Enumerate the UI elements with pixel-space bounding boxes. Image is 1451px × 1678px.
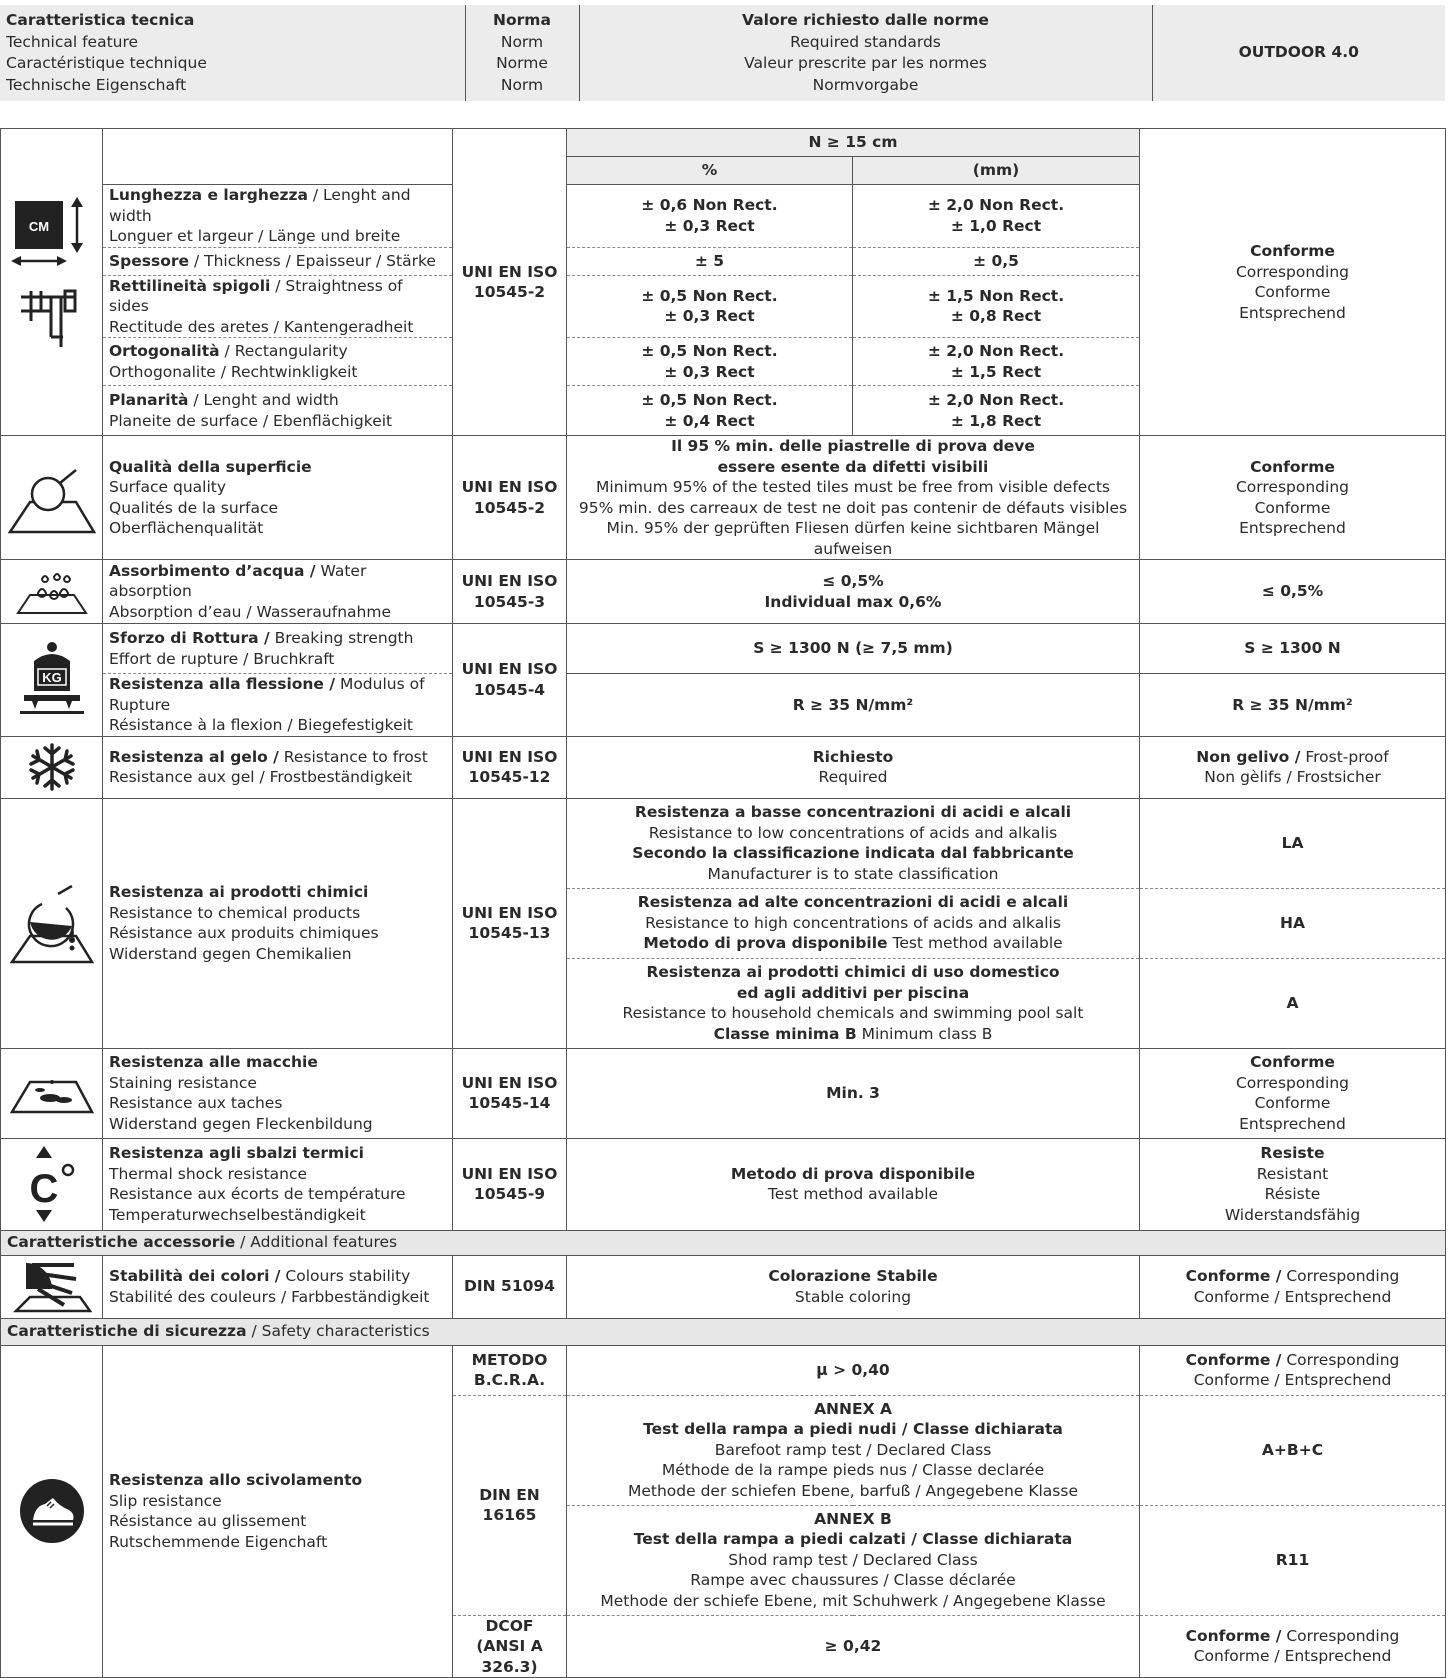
colour-stability-label: Stabilità dei colori / Colours stability Stabilité des couleurs / Farbbeständigkeit <box>103 1255 453 1318</box>
chemical-label: Resistenza ai prodotti chimici Resistance to chemical products Résistance aux produits chimiques Widerstand gegen Chemikalien <box>103 798 453 1048</box>
frost-required: Richiesto Required <box>567 736 1140 798</box>
header-table <box>0 5 1445 101</box>
chemical-high-required: Resistenza ad alte concentrazioni di acidi e alcali Resistance to high concentrations of acids and alkalis Metodo di prova disponibile Test method available <box>567 888 1140 958</box>
flatness-pct: ± 0,5 Non Rect. ± 0,4 Rect <box>567 386 853 436</box>
shoe-icon <box>1 1345 103 1678</box>
breaking-strength-required: S ≥ 1300 N (≥ 7,5 mm) <box>567 624 1140 674</box>
chemical-low-required: Resistenza a basse concentrazioni di acidi e alcali Resistance to low concentrations of acids and alkalis Secondo la classificazione indicata dal fabbricante Manufacturer is to state classification <box>567 798 1140 888</box>
thickness-mm: ± 0,5 <box>853 247 1140 275</box>
weight-kg-icon <box>1 624 103 737</box>
svg-text:CM: CM <box>28 219 49 234</box>
frost-norm: UNI EN ISO 10545-12 <box>453 736 567 798</box>
colour-stability-required: Colorazione Stabile Stable coloring <box>567 1255 1140 1318</box>
header-norm-de: Norm <box>500 75 544 94</box>
spec-table <box>0 128 1446 1678</box>
dimensions-norm: UNI EN ISO 10545-2 <box>453 129 567 436</box>
flatness-mm: ± 2,0 Non Rect. ± 1,8 Rect <box>853 386 1140 436</box>
chemical-norm: UNI EN ISO 10545-13 <box>453 798 567 1048</box>
rectangularity-pct: ± 0,5 Non Rect. ± 0,3 Rect <box>567 338 853 386</box>
annex-a-required: ANNEX A Test della rampa a piedi nudi / Classe dichiarata Barefoot ramp test / Declared Class Méthode de la rampe pieds nus / Classe declarée Methode der schiefen Ebene, barfuß / Angegebene Klasse <box>567 1395 1140 1505</box>
dcof-result: Conforme / Corresponding Conforme / Entsprechend <box>1140 1615 1446 1678</box>
surface-quality-label: Qualità della superficie Surface quality Qualités de la surface Oberflächenqualität <box>103 436 453 560</box>
thermal-required: Metodo di prova disponibile Test method available <box>567 1138 1140 1230</box>
frost-result: Non gelivo / Frost-proof Non gèlifs / Frostsicher <box>1140 736 1446 798</box>
stain-norm: UNI EN ISO 10545-14 <box>453 1048 567 1138</box>
straightness-mm: ± 1,5 Non Rect. ± 0,8 Rect <box>853 275 1140 338</box>
flexion-label: Resistenza alla flessione / Modulus of Rupture Résistance à la flexion / Biegefestigkeit <box>103 674 453 737</box>
header-norm-fr: Norme <box>496 54 548 72</box>
length-width-pct: ± 0,6 Non Rect. ± 0,3 Rect <box>567 185 853 248</box>
header-required <box>579 5 1152 101</box>
chemical-household-required: Resistenza ai prodotti chimici di uso domestico ed agli additivi per piscina Resistance to household chemicals and swimming pool salt Classe minima B Minimum class B <box>567 958 1140 1048</box>
header-product <box>1152 5 1445 101</box>
thickness-label: Spessore / Thickness / Epaisseur / Stärke <box>103 247 453 275</box>
header-feature-de: Technische Eigenschaft <box>6 75 187 94</box>
bcra-norm: METODO B.C.R.A. <box>453 1345 567 1395</box>
header-norm <box>465 5 579 101</box>
colour-stability-norm: DIN 51094 <box>453 1255 567 1318</box>
section-additional-features: Caratteristiche accessorie / Additional features <box>1 1230 1446 1255</box>
header-feature <box>0 5 465 101</box>
water-absorption-label: Assorbimento d’acqua / Water absorption Absorption d’eau / Wasseraufnahme <box>103 560 453 624</box>
header-required-fr: Valeur prescrite par les normes <box>744 54 987 72</box>
water-absorption-norm: UNI EN ISO 10545-3 <box>453 560 567 624</box>
breaking-strength-label: Sforzo di Rottura / Breaking strength Effort de rupture / Bruchkraft <box>103 624 453 674</box>
header-norm-it: Norma <box>493 11 551 29</box>
annex-a-result: A+B+C <box>1140 1395 1446 1505</box>
header-feature-fr: Caractéristique technique <box>6 54 207 72</box>
dimensions-spacer <box>103 129 453 185</box>
bcra-required: μ > 0,40 <box>567 1345 1140 1395</box>
dcof-required: ≥ 0,42 <box>567 1615 1140 1678</box>
dcof-norm: DCOF (ANSI A 326.3) <box>453 1615 567 1678</box>
surface-quality-norm: UNI EN ISO 10545-2 <box>453 436 567 560</box>
header-feature-en: Technical feature <box>6 32 139 51</box>
header-feature-it: Caratteristica tecnica <box>6 11 195 29</box>
chemical-high-result: HA <box>1140 888 1446 958</box>
thermal-result: Resiste Resistant Résiste Widerstandsfähig <box>1140 1138 1446 1230</box>
breaking-strength-result: S ≥ 1300 N <box>1140 624 1446 674</box>
header-required-de: Normvorgabe <box>812 75 919 94</box>
stain-label: Resistenza alle macchie Staining resistance Resistance aux taches Widerstand gegen Fleckenbildung <box>103 1048 453 1138</box>
din-norm: DIN EN 16165 <box>453 1395 567 1615</box>
chemical-household-result: A <box>1140 958 1446 1048</box>
water-absorption-result: ≤ 0,5% <box>1140 560 1446 624</box>
thermal-label: Resistenza agli sbalzi termici Thermal shock resistance Resistance aux écorts de température Temperaturwechselbeständigkeit <box>103 1138 453 1230</box>
surface-quality-result: Conforme Corresponding Conforme Entsprechend <box>1140 436 1446 560</box>
rectangularity-mm: ± 2,0 Non Rect. ± 1,5 Rect <box>853 338 1140 386</box>
dimensions-result: Conforme Corresponding Conforme Entsprechend <box>1140 129 1446 436</box>
mm-header: (mm) <box>853 157 1140 185</box>
thickness-pct: ± 5 <box>567 247 853 275</box>
frost-label: Resistenza al gelo / Resistance to frost Resistance aux gel / Frostbeständigkeit <box>103 736 453 798</box>
n-header: N ≥ 15 cm <box>567 129 1140 157</box>
strength-norm: UNI EN ISO 10545-4 <box>453 624 567 737</box>
flexion-result: R ≥ 35 N/mm² <box>1140 674 1446 737</box>
water-drops-icon <box>1 560 103 624</box>
stain-result: Conforme Corresponding Conforme Entsprechend <box>1140 1048 1446 1138</box>
flatness-label: Planarità / Lenght and width Planeite de surface / Ebenflächigkeit <box>103 386 453 436</box>
surface-quality-required: Il 95 % min. delle piastrelle di prova deve essere esente da difetti visibili Minimum 95% of the tested tiles must be free from visible defects 95% min. des carreaux de test ne doit pas contenir de défauts visibles Min. 95% der geprüften Fliesen dürfen keine sichtbaren Mängel aufweisen <box>567 436 1140 560</box>
flexion-required: R ≥ 35 N/mm² <box>567 674 1140 737</box>
section-safety-characteristics: Caratteristiche di sicurezza / Safety characteristics <box>1 1318 1446 1345</box>
straightness-pct: ± 0,5 Non Rect. ± 0,3 Rect <box>567 275 853 338</box>
stain-icon <box>1 1048 103 1138</box>
svg-text:KG: KG <box>41 669 62 685</box>
product-name: OUTDOOR 4.0 <box>1238 43 1359 62</box>
thermal-shock-icon <box>1 1138 103 1230</box>
bcra-result: Conforme / Corresponding Conforme / Entsprechend <box>1140 1345 1446 1395</box>
water-absorption-required: ≤ 0,5% Individual max 0,6% <box>567 560 1140 624</box>
header-required-it: Valore richiesto dalle norme <box>742 11 989 29</box>
header-norm-en: Norm <box>500 32 544 51</box>
sun-light-icon <box>1 1255 103 1318</box>
rectangularity-label: Ortogonalità / Rectangularity Orthogonalite / Rechtwinkligkeit <box>103 338 453 386</box>
length-width-mm: ± 2,0 Non Rect. ± 1,0 Rect <box>853 185 1140 248</box>
pct-header: % <box>567 157 853 185</box>
header-required-en: Required standards <box>790 32 941 51</box>
snowflake-icon <box>1 736 103 798</box>
chemical-flask-icon <box>1 798 103 1048</box>
colour-stability-result: Conforme / Corresponding Conforme / Entsprechend <box>1140 1255 1446 1318</box>
slip-label: Resistenza allo scivolamento Slip resistance Résistance au glissement Rutschemmende Eigenchaft <box>103 1345 453 1678</box>
annex-b-result: R11 <box>1140 1505 1446 1615</box>
stain-required: Min. 3 <box>567 1048 1140 1138</box>
annex-b-required: ANNEX B Test della rampa a piedi calzati / Classe dichiarata Shod ramp test / Declared Class Rampe avec chaussures / Classe déclarée Methode der schiefe Ebene, mit Schuhwerk / Angegebene Klasse <box>567 1505 1140 1615</box>
svg-text:C: C <box>29 1167 58 1211</box>
straightness-label: Rettilineità spigoli / Straightness of sides Rectitude des aretes / Kantengeradheit <box>103 275 453 338</box>
dimensions-icon <box>1 129 103 436</box>
surface-quality-icon <box>1 436 103 560</box>
chemical-low-result: LA <box>1140 798 1446 888</box>
length-width-label: Lunghezza e larghezza / Lenght and width Longuer et largeur / Länge und breite <box>103 185 453 248</box>
thermal-norm: UNI EN ISO 10545-9 <box>453 1138 567 1230</box>
